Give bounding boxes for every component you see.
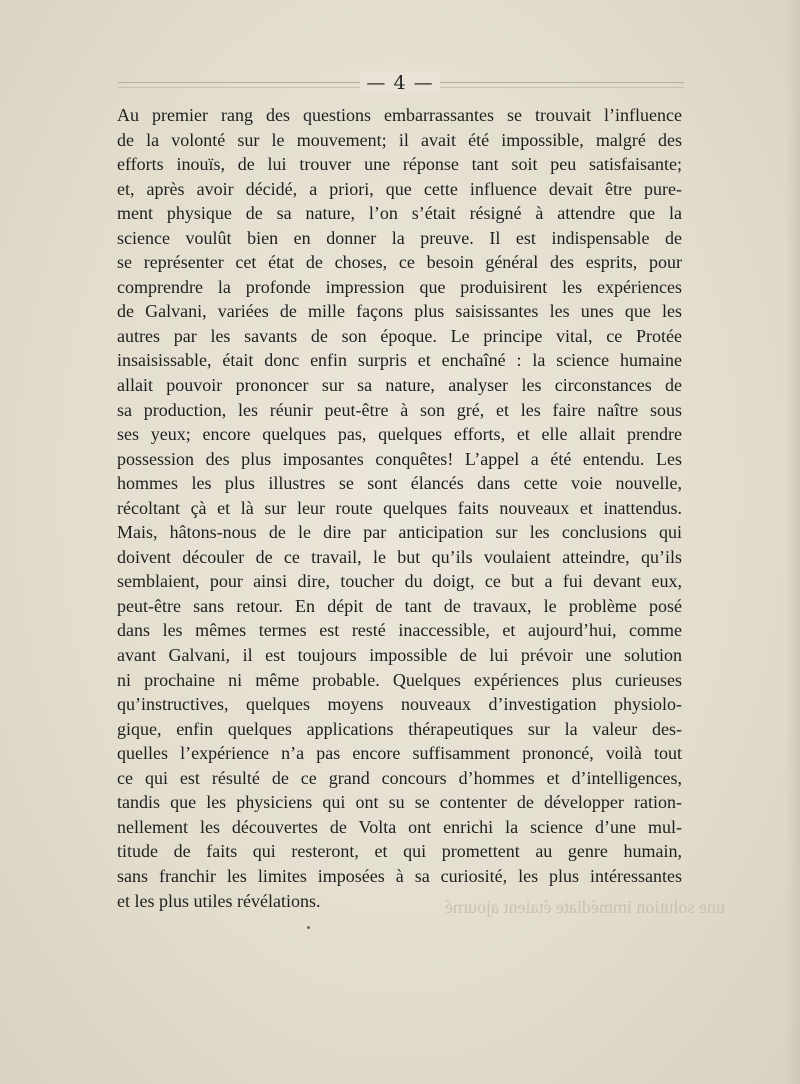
text-line: ses yeux; encore quelques pas, quelques efforts, et elle allait prendre — [117, 424, 682, 445]
text-line: avant Galvani, il est toujours impossible de lui prévoir une solution — [117, 645, 682, 666]
text-line: autres par les savants de son époque. Le principe vital, ce Protée — [117, 325, 682, 346]
text-line: gique, enfin quelques applications thérapeutiques sur la valeur des- — [117, 718, 682, 739]
text-line: semblaient, pour ainsi dire, toucher du doigt, ce but a fui devant eux, — [117, 571, 682, 592]
paper-speck — [307, 926, 310, 929]
text-line: peut-être sans retour. En dépit de tant de travaux, le problème posé — [117, 595, 682, 616]
text-line: insaisissable, était donc enfin surpris et enchaîné : la science humaine — [117, 350, 682, 371]
body-text — [117, 103, 682, 913]
text-line: titude de faits qui resteront, et qui promettent au genre humain, — [117, 841, 682, 862]
text-line: dans les mêmes termes est resté inaccessible, et aujourd’hui, comme — [117, 620, 682, 641]
text-line: possession des plus imposantes conquêtes! L’appel a été entendu. Les — [117, 448, 682, 469]
text-line: comprendre la profonde impression que produisirent les expériences — [117, 276, 682, 297]
text-line: et, après avoir décidé, a priori, que cette influence devait être pure- — [117, 178, 682, 199]
page-number — [0, 72, 800, 94]
text-line: hommes les plus illustres se sont élancés dans cette voie nouvelle, — [117, 473, 682, 494]
text-line: se représenter cet état de choses, ce besoin général des esprits, pour — [117, 252, 682, 273]
text-line: tandis que les physiciens qui ont su se contenter de développer ration- — [117, 792, 682, 813]
text-line: efforts inouïs, de lui trouver une réponse tant soit peu satisfaisante; — [117, 154, 682, 175]
text-line: sa production, les réunir peut-être à son gré, et les faire naître sous — [117, 399, 682, 420]
bleed-through-text: une solution immédiate étaient ajourné — [445, 897, 725, 917]
text-line: doivent découler de ce travail, le but qu’ils voulaient atteindre, qu’ils — [117, 546, 682, 567]
text-line: ce qui est résulté de ce grand concours d’hommes et d’intelligences, — [117, 767, 682, 788]
text-line: science voulût bien en donner la preuve. Il est indispensable de — [117, 227, 682, 248]
text-line: allait pouvoir prononcer sur sa nature, analyser les circonstances de — [117, 375, 682, 396]
text-line: ment physique de sa nature, l’on s’était résigné à attendre que la — [117, 203, 682, 224]
text-line: quelles l’expérience n’a pas encore suffisamment prononcé, voilà tout — [117, 743, 682, 764]
text-line: et les plus utiles révélations. — [117, 890, 321, 911]
text-line: qu’instructives, quelques moyens nouveaux d’investigation physiolo- — [117, 694, 682, 715]
text-line: Mais, hâtons-nous de le dire par anticipation sur les conclusions qui — [117, 522, 682, 543]
text-line: Au premier rang des questions embarrassantes se trouvait l’influence — [117, 105, 682, 125]
text-line: récoltant çà et là sur leur route quelques faits nouveaux et inattendus. — [117, 497, 682, 518]
text-line: ni prochaine ni même probable. Quelques expériences plus curieuses — [117, 669, 682, 690]
text-line: de Galvani, variées de mille façons plus saisissantes les unes que les — [117, 301, 682, 322]
text-line: sans franchir les limites imposées à sa curiosité, les plus intéressantes — [117, 865, 682, 886]
text-line: de la volonté sur le mouvement; il avait été impossible, malgré des — [117, 129, 682, 150]
page-number-text: — 4 — — [360, 72, 439, 94]
text-line: nellement les découvertes de Volta ont enrichi la science d’une mul- — [117, 816, 682, 837]
paper-edge-shadow — [786, 0, 800, 1084]
